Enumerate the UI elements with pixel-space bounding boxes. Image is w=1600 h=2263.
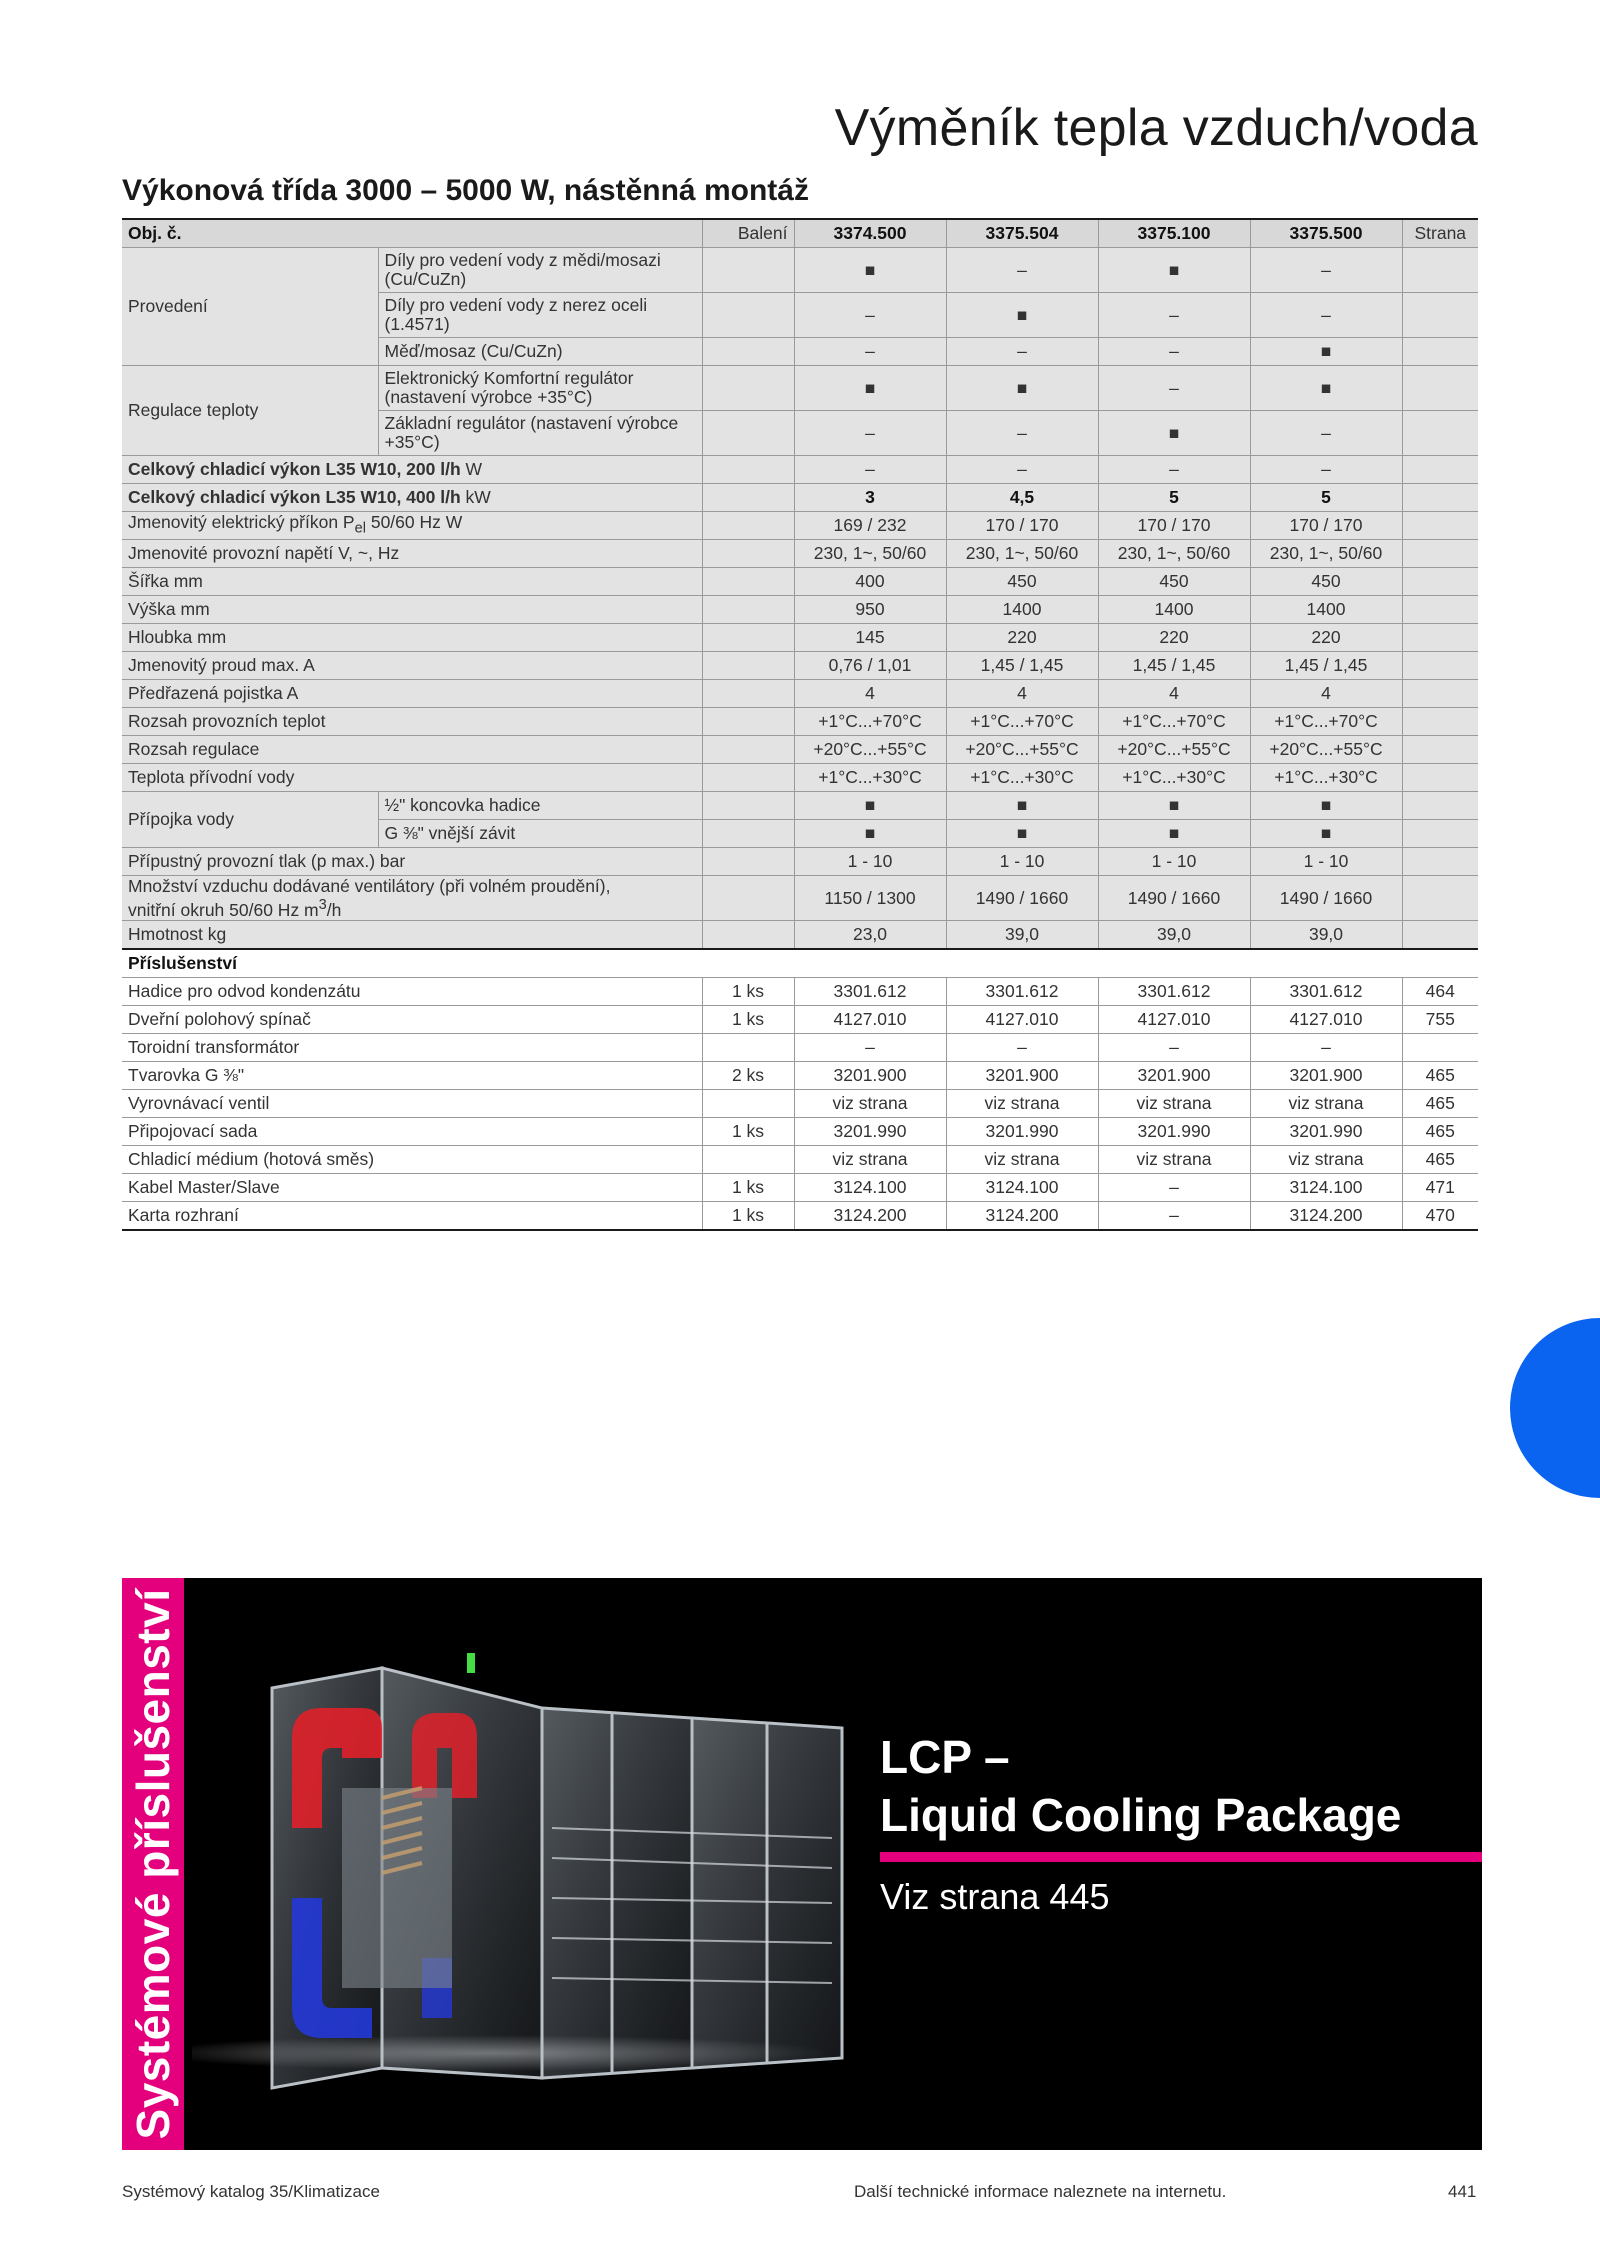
accessory-name: Kabel Master/Slave [122, 1174, 702, 1202]
row-label: Hmotnost kg [122, 921, 702, 950]
table-row [122, 512, 1478, 540]
cell-value: 1490 / 1660 [1098, 876, 1250, 921]
accessory-order-number: – [1098, 1034, 1250, 1062]
table-row [122, 736, 1478, 764]
row-label: Teplota přívodní vody [122, 764, 702, 792]
accessory-page: 465 [1402, 1062, 1478, 1090]
accessory-order-number: 3201.900 [1250, 1062, 1402, 1090]
table-row [122, 366, 1478, 411]
row-label-part: /h [326, 899, 342, 920]
cell-value: +1°C...+30°C [1098, 764, 1250, 792]
row-label: Základní regulátor (nastavení výrobce +35°C) [378, 411, 702, 456]
row-label [122, 484, 702, 512]
cell-value: 4 [946, 680, 1098, 708]
accessory-pack [702, 1090, 794, 1118]
lcp-banner [122, 1578, 1482, 2150]
cell-value: 1 - 10 [794, 848, 946, 876]
cell-value: +1°C...+30°C [794, 764, 946, 792]
accessory-name: Hadice pro odvod kondenzátu [122, 978, 702, 1006]
cell-value: – [794, 411, 946, 456]
row-label: Měď/mosaz (Cu/CuZn) [378, 338, 702, 366]
cell-value: 1 - 10 [946, 848, 1098, 876]
row-label: Přípustný provozní tlak (p max.) bar [122, 848, 702, 876]
accessory-name: Karta rozhraní [122, 1202, 702, 1231]
cell-value: 220 [1098, 624, 1250, 652]
banner-side-strip [122, 1578, 184, 2150]
banner-side-text: Systémové příslušenství [127, 1588, 179, 2140]
table-row [122, 484, 1478, 512]
accessory-order-number: 3201.990 [1098, 1118, 1250, 1146]
accessory-order-number: 3301.612 [794, 978, 946, 1006]
cell-value: – [946, 248, 1098, 293]
cell-value: 145 [794, 624, 946, 652]
cell-value: ■ [1250, 366, 1402, 411]
table-row [122, 764, 1478, 792]
cell-value: +20°C...+55°C [1250, 736, 1402, 764]
cell-value: 950 [794, 596, 946, 624]
cell-value: 4 [794, 680, 946, 708]
accessory-row [122, 978, 1478, 1006]
row-label-bold: Celkový chladicí výkon L35 W10, 400 l/h [128, 487, 461, 507]
accessory-row [122, 1118, 1478, 1146]
cell-value: +20°C...+55°C [1098, 736, 1250, 764]
section-tab-marker [1510, 1318, 1600, 1498]
cell-value: 1,45 / 1,45 [1250, 652, 1402, 680]
cell-value: – [1250, 293, 1402, 338]
cell-value: ■ [1250, 792, 1402, 820]
row-label: Předřazená pojistka A [122, 680, 702, 708]
cell-value: – [946, 411, 1098, 456]
cell-value: – [794, 456, 946, 484]
cell-value: 4 [1250, 680, 1402, 708]
accessory-order-number: viz strana [1250, 1090, 1402, 1118]
accessory-row [122, 1174, 1478, 1202]
header-model: 3374.500 [794, 219, 946, 248]
accessory-order-number: – [1098, 1202, 1250, 1231]
accessory-pack [702, 1034, 794, 1062]
accessory-order-number: 3201.900 [1098, 1062, 1250, 1090]
table-header-row [122, 219, 1478, 248]
accessory-name: Dveřní polohový spínač [122, 1006, 702, 1034]
cell-value: 0,76 / 1,01 [794, 652, 946, 680]
cell-value: 4,5 [946, 484, 1098, 512]
accessory-order-number: 4127.010 [794, 1006, 946, 1034]
header-pack: Balení [702, 219, 794, 248]
header-model: 3375.100 [1098, 219, 1250, 248]
accessory-order-number: 3301.612 [946, 978, 1098, 1006]
cell-value: 23,0 [794, 921, 946, 950]
cell-value: ■ [946, 293, 1098, 338]
cell-value: – [794, 293, 946, 338]
cell-value: 170 / 170 [1250, 512, 1402, 540]
cell-value: +1°C...+30°C [1250, 764, 1402, 792]
row-label [122, 512, 702, 540]
cell-value: – [1098, 293, 1250, 338]
cell-value: ■ [794, 248, 946, 293]
table-row [122, 708, 1478, 736]
row-label-part: Jmenovitý elektrický příkon P [128, 511, 355, 532]
accessory-pack [702, 1146, 794, 1174]
accessory-page: 470 [1402, 1202, 1478, 1231]
cell-value: ■ [794, 366, 946, 411]
cell-value: 230, 1~, 50/60 [1098, 540, 1250, 568]
cell-value: 3 [794, 484, 946, 512]
accessory-order-number: 4127.010 [946, 1006, 1098, 1034]
table-row [122, 456, 1478, 484]
cell-value: 1490 / 1660 [1250, 876, 1402, 921]
cell-value: ■ [946, 820, 1098, 848]
row-unit: W [465, 459, 483, 479]
cell-value: 1400 [946, 596, 1098, 624]
header-model: 3375.500 [1250, 219, 1402, 248]
cell-value: – [1250, 248, 1402, 293]
banner-see-page-link[interactable]: Viz strana 445 [880, 1876, 1110, 1917]
accessory-order-number: 3124.100 [794, 1174, 946, 1202]
accessory-page: 465 [1402, 1118, 1478, 1146]
accessory-order-number: 3124.200 [794, 1202, 946, 1231]
cell-value: ■ [1098, 248, 1250, 293]
cell-value: +1°C...+30°C [946, 764, 1098, 792]
cell-value: +1°C...+70°C [946, 708, 1098, 736]
cell-value: 5 [1098, 484, 1250, 512]
lcp-cabinet-illustration [192, 1598, 912, 2138]
accessory-row [122, 1146, 1478, 1174]
row-label: Rozsah provozních teplot [122, 708, 702, 736]
table-row [122, 680, 1478, 708]
accessory-order-number: 3124.100 [946, 1174, 1098, 1202]
accessory-order-number: 3201.990 [946, 1118, 1098, 1146]
table-row [122, 848, 1478, 876]
row-group-label: Regulace teploty [122, 366, 378, 456]
accessory-order-number: 3201.990 [1250, 1118, 1402, 1146]
cell-value: 1,45 / 1,45 [946, 652, 1098, 680]
cell-value: ■ [1098, 411, 1250, 456]
header-page: Strana [1402, 219, 1478, 248]
table-row [122, 248, 1478, 293]
cell-value: 1400 [1250, 596, 1402, 624]
accessory-name: Připojovací sada [122, 1118, 702, 1146]
row-label: Výška mm [122, 596, 702, 624]
cell-value: 450 [1098, 568, 1250, 596]
cell-value: 169 / 232 [794, 512, 946, 540]
cell-value: – [1098, 338, 1250, 366]
accessory-row [122, 1062, 1478, 1090]
row-label-bold: Celkový chladicí výkon L35 W10, 200 l/h [128, 459, 461, 479]
cell-value: 450 [946, 568, 1098, 596]
accessory-order-number: viz strana [946, 1090, 1098, 1118]
table-row [122, 596, 1478, 624]
cell-value: 39,0 [946, 921, 1098, 950]
cell-value: +1°C...+70°C [1098, 708, 1250, 736]
accessory-pack: 1 ks [702, 1202, 794, 1231]
row-label-sub: el [354, 520, 366, 537]
cell-value: ■ [1098, 820, 1250, 848]
accessory-order-number: 4127.010 [1250, 1006, 1402, 1034]
accessory-pack: 2 ks [702, 1062, 794, 1090]
page-title: Výměník tepla vzduch/voda [834, 99, 1478, 157]
cell-value: +20°C...+55°C [946, 736, 1098, 764]
cell-value: ■ [794, 792, 946, 820]
table-row [122, 876, 1478, 921]
cell-value: – [946, 456, 1098, 484]
banner-title-line1: LCP – [880, 1731, 1010, 1783]
banner-title [880, 1728, 1401, 1844]
row-label-part: vnitřní okruh 50/60 Hz m [128, 899, 319, 920]
accessory-pack: 1 ks [702, 978, 794, 1006]
cell-value: – [1250, 456, 1402, 484]
accessory-page [1402, 1034, 1478, 1062]
row-label: Díly pro vedení vody z nerez oceli (1.4571) [378, 293, 702, 338]
cell-value: +20°C...+55°C [794, 736, 946, 764]
accessory-order-number: 3201.900 [946, 1062, 1098, 1090]
accessory-order-number: 3124.100 [1250, 1174, 1402, 1202]
accessory-order-number: viz strana [1098, 1146, 1250, 1174]
row-label: G ⅜" vnější závit [378, 820, 702, 848]
table-row [122, 652, 1478, 680]
accessory-order-number: viz strana [794, 1146, 946, 1174]
row-label: Jmenovité provozní napětí V, ~, Hz [122, 540, 702, 568]
accessories-header-row [122, 949, 1478, 978]
row-label: Elektronický Komfortní regulátor (nastavení výrobce +35°C) [378, 366, 702, 411]
accessory-page: 464 [1402, 978, 1478, 1006]
accessory-order-number: 3124.200 [946, 1202, 1098, 1231]
row-label: Hloubka mm [122, 624, 702, 652]
row-label-part: Množství vzduchu dodávané ventilátory (při volném proudění), [128, 875, 611, 896]
accessory-order-number: 3201.900 [794, 1062, 946, 1090]
row-label [122, 876, 702, 921]
cell-value: – [1250, 411, 1402, 456]
row-group-label: Provedení [122, 248, 378, 366]
row-label: ½" koncovka hadice [378, 792, 702, 820]
header-model: 3375.504 [946, 219, 1098, 248]
accessory-order-number: – [1098, 1174, 1250, 1202]
cell-value: 1150 / 1300 [794, 876, 946, 921]
accessory-name: Vyrovnávací ventil [122, 1090, 702, 1118]
row-label [122, 456, 702, 484]
cell-value: ■ [1098, 792, 1250, 820]
accessory-pack: 1 ks [702, 1118, 794, 1146]
accessory-name: Tvarovka G ⅜" [122, 1062, 702, 1090]
cell-value: 170 / 170 [1098, 512, 1250, 540]
accessory-pack: 1 ks [702, 1006, 794, 1034]
cell-value: 230, 1~, 50/60 [946, 540, 1098, 568]
accessory-order-number: viz strana [1250, 1146, 1402, 1174]
accessory-page: 465 [1402, 1146, 1478, 1174]
cell-value: 220 [946, 624, 1098, 652]
accessory-page: 755 [1402, 1006, 1478, 1034]
cell-value: ■ [794, 820, 946, 848]
accessories-header: Příslušenství [122, 949, 1478, 978]
row-group-label: Přípojka vody [122, 792, 378, 848]
cell-value: 220 [1250, 624, 1402, 652]
accessory-pack: 1 ks [702, 1174, 794, 1202]
cell-value: – [1098, 456, 1250, 484]
accessory-row [122, 1034, 1478, 1062]
accessory-order-number: – [946, 1034, 1098, 1062]
page-subtitle: Výkonová třída 3000 – 5000 W, nástěnná montáž [122, 174, 809, 207]
cell-value: ■ [946, 366, 1098, 411]
cell-value: 1490 / 1660 [946, 876, 1098, 921]
cell-value: 39,0 [1250, 921, 1402, 950]
cell-value: 5 [1250, 484, 1402, 512]
banner-title-line2: Liquid Cooling Package [880, 1789, 1402, 1841]
accessory-row [122, 1202, 1478, 1231]
cell-value: – [1098, 366, 1250, 411]
cell-value: 39,0 [1098, 921, 1250, 950]
accessory-name: Chladicí médium (hotová směs) [122, 1146, 702, 1174]
table-row [122, 568, 1478, 596]
accessory-order-number: 3201.990 [794, 1118, 946, 1146]
accessory-order-number: viz strana [794, 1090, 946, 1118]
cell-value: 400 [794, 568, 946, 596]
cell-value: +1°C...+70°C [1250, 708, 1402, 736]
footer-info: Další technické informace naleznete na internetu. [854, 2182, 1227, 2201]
cell-value: 4 [1098, 680, 1250, 708]
row-label: Šířka mm [122, 568, 702, 596]
row-label: Rozsah regulace [122, 736, 702, 764]
row-label: Díly pro vedení vody z mědi/mosazi (Cu/CuZn) [378, 248, 702, 293]
cell-value: +1°C...+70°C [794, 708, 946, 736]
accessory-order-number: 3124.200 [1250, 1202, 1402, 1231]
footer-page-number: 441 [1448, 2182, 1477, 2201]
cell-value: ■ [1250, 820, 1402, 848]
accessory-page: 471 [1402, 1174, 1478, 1202]
cell-value: ■ [946, 792, 1098, 820]
accessory-order-number: – [794, 1034, 946, 1062]
table-row [122, 792, 1478, 820]
accessory-order-number: viz strana [946, 1146, 1098, 1174]
accessory-order-number: 3301.612 [1098, 978, 1250, 1006]
cell-value: – [794, 338, 946, 366]
row-label-sup: 3 [318, 896, 327, 913]
cell-value: – [946, 338, 1098, 366]
spec-table [122, 218, 1478, 1231]
row-unit: kW [465, 487, 491, 507]
cell-value: 450 [1250, 568, 1402, 596]
cell-value: 170 / 170 [946, 512, 1098, 540]
accessory-row [122, 1090, 1478, 1118]
accessory-order-number: – [1250, 1034, 1402, 1062]
cell-value: 230, 1~, 50/60 [1250, 540, 1402, 568]
cell-value: ■ [1250, 338, 1402, 366]
accessory-row [122, 1006, 1478, 1034]
row-label: Jmenovitý proud max. A [122, 652, 702, 680]
accessory-order-number: 4127.010 [1098, 1006, 1250, 1034]
header-obj: Obj. č. [122, 219, 702, 248]
table-row [122, 624, 1478, 652]
accessory-order-number: 3301.612 [1250, 978, 1402, 1006]
accessory-page: 465 [1402, 1090, 1478, 1118]
cell-value: 1,45 / 1,45 [1098, 652, 1250, 680]
cell-value: 1400 [1098, 596, 1250, 624]
cell-value: 1 - 10 [1098, 848, 1250, 876]
table-row [122, 921, 1478, 950]
footer-catalog: Systémový katalog 35/Klimatizace [122, 2182, 380, 2201]
accessory-order-number: viz strana [1098, 1090, 1250, 1118]
banner-accent-line [880, 1852, 1482, 1862]
table-row [122, 540, 1478, 568]
accessory-name: Toroidní transformátor [122, 1034, 702, 1062]
cell-value: 230, 1~, 50/60 [794, 540, 946, 568]
row-label-part: 50/60 Hz W [365, 511, 463, 532]
cell-value: 1 - 10 [1250, 848, 1402, 876]
